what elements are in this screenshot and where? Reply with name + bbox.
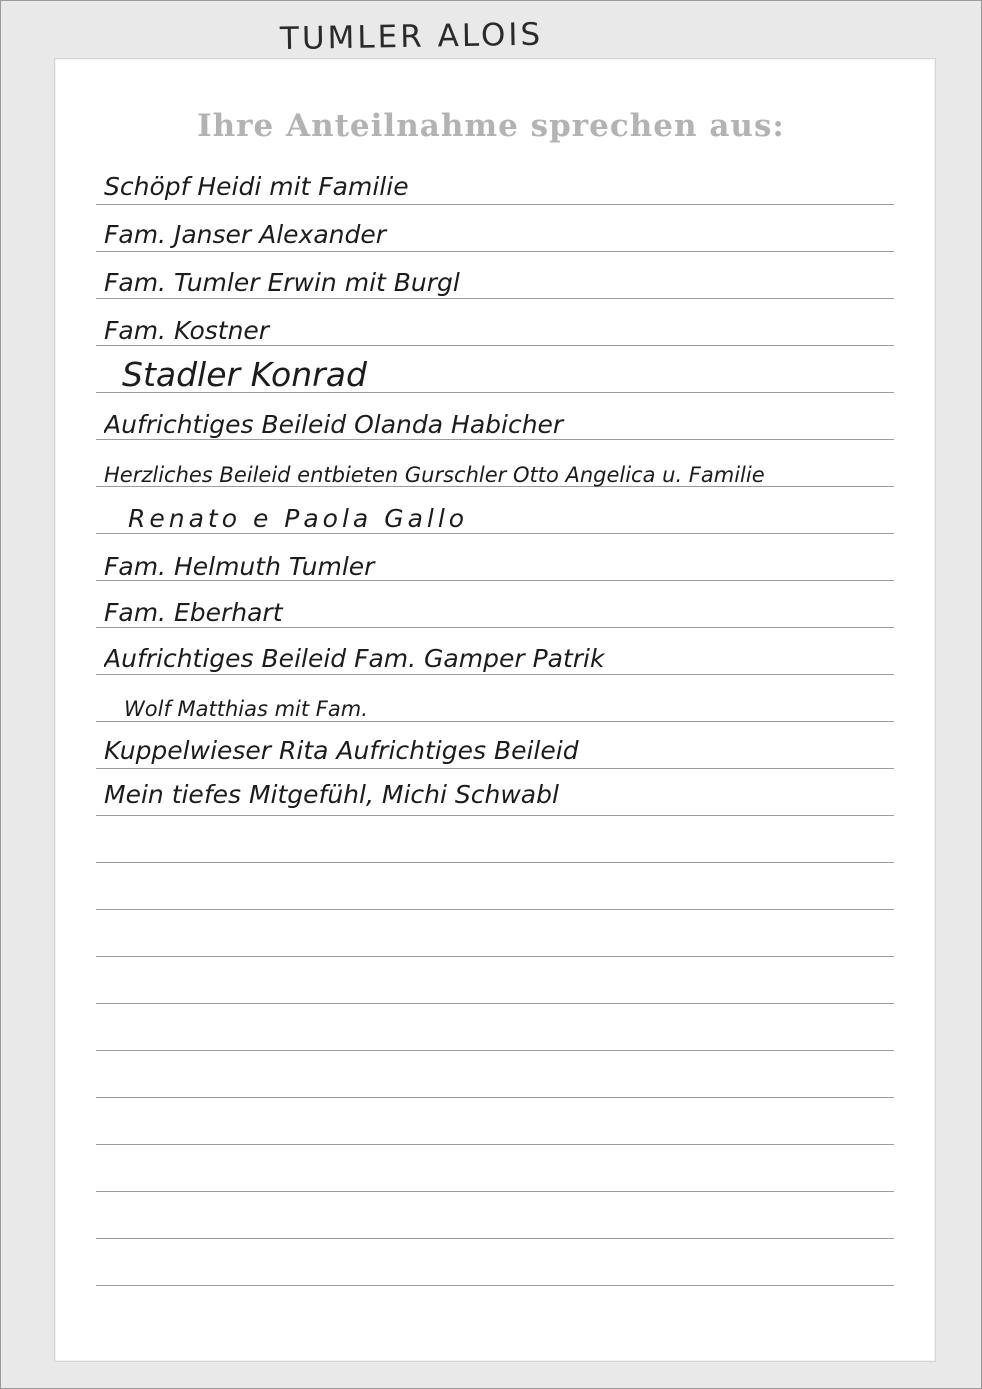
ruled-line	[96, 956, 894, 957]
ruled-line	[96, 909, 894, 910]
signature-entry: Fam. Eberhart	[104, 598, 283, 627]
ruled-line	[96, 251, 894, 252]
signature-entry: Stadler Konrad	[122, 356, 367, 394]
signature-entry: Aufrichtiges Beileid Fam. Gamper Patrik	[104, 644, 605, 673]
signature-entry: Fam. Kostner	[104, 316, 270, 345]
signature-entry: Schöpf Heidi mit Familie	[104, 172, 409, 201]
signature-entry: Fam. Helmuth Tumler	[104, 552, 375, 581]
name-label: TUMLER ALOIS	[279, 16, 544, 58]
ruled-line	[96, 815, 894, 816]
signature-entry: Fam. Tumler Erwin mit Burgl	[104, 268, 460, 297]
ruled-line	[96, 1285, 894, 1286]
ruled-line	[96, 862, 894, 863]
signature-entry: Wolf Matthias mit Fam.	[124, 697, 368, 721]
ruled-line	[96, 1238, 894, 1239]
ruled-line	[96, 298, 894, 299]
signature-entry: Fam. Janser Alexander	[104, 220, 387, 249]
signature-entry: Aufrichtiges Beileid Olanda Habicher	[104, 410, 564, 439]
ruled-line	[96, 1050, 894, 1051]
page-heading: Ihre Anteilnahme sprechen aus:	[197, 108, 785, 144]
ruled-line	[96, 204, 894, 205]
ruled-line	[96, 1097, 894, 1098]
ruled-line	[96, 1191, 894, 1192]
ruled-line	[96, 674, 894, 675]
ruled-line	[96, 1003, 894, 1004]
signature-entry: Kuppelwieser Rita Aufrichtiges Beileid	[104, 736, 579, 765]
signature-entry: Renato e Paola Gallo	[128, 504, 469, 533]
ruled-line	[96, 1144, 894, 1145]
signature-entry: Herzliches Beileid entbieten Gurschler Otto Angelica u. Familie	[104, 463, 765, 487]
signature-entry: Mein tiefes Mitgefühl, Michi Schwabl	[104, 780, 559, 809]
ruled-line	[96, 768, 894, 769]
